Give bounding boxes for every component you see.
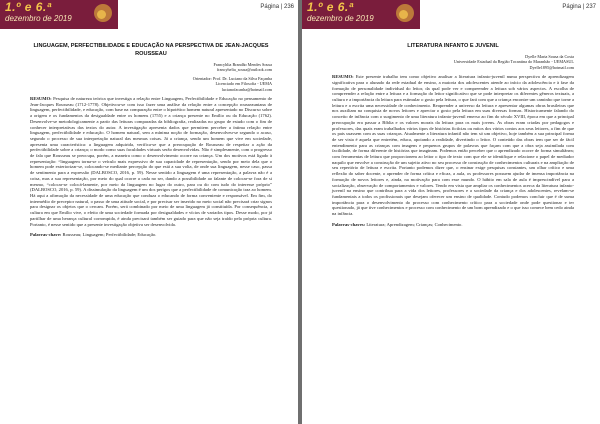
banner-ornament-dot-icon: [97, 10, 106, 19]
document-page-right: [302, 0, 600, 424]
page-content: [332, 42, 574, 228]
abstract-text: Pesquisa de natureza teórica que investiga a relação entre Linguagem, Perfectibilidade e Educação no pensamento de Jean-Jacques Rousseau (1712-1778). Objetivou-se com isso fazer uma análise da relação entre a concepção rousseauniana de linguagem, perfectibilidade, e educação, com base na comparação entre o hipotético homem natural apresentado no Discurso sobre a origem e os fundamentos da desigualdade entre os homens (1755) e a criança presente no Emílio ou da Educação (1762). Desenvolve-se metodologicamente a partir das leituras comparadas da bibliografia, realizadas no grupo de estudo com o fim de conhecer interpretativas das textos do autor. A investigação apresenta dados que permitem perceber a íntima relação entre linguagem, perfectibilidade e educação. O homem natural, sem a mínima noção de formação, desenvolveu-se segundo o acaso, segundo o processo de sua interpretação natural das mesmas coisas. Já a criança, sendo um homem que vive em sociedade, apresenta uma característica: a linguagem adquirida, verifica-se que a preocupação de Rousseau de respeitar a ação da perfectibilidade sobre a criança; o modo como suas faculdades virtuais serão desenvolvidas. Não é simplesmente, com o progresso de fala que Rousseau se preocupa, porém, a maneira como o desenvolvimento ocorre na criança. Um dos motivos está ligado à representação: “linguagem torna-se o veículo mais expressivo de sua capacidade de representação, sendo por meio dela que o homem pode exteriorizar-se, colocando-se mediante percepção do que está a sua volta, de onde sua linguagem, nesse caso, passa de sentimento para a expressão (DALBOSCO, 2016, p. 59). Nesse sentido a linguagem é uma representação, a palavra não é a coisa, mas a sua representação, por meio do qual ocorre a cada no ser, dando a possibilidade ao falante de colocar-se fora de si mesmo, “colocar-se colocá-lamente, por meio da linguagem no lugar do outro, para ou do com tudo do interesse próprio” (DALBOSCO, 2016, p. 59). A dissimulação da linguagem é um dos perigos que a perfectibilidade de comunicação traz ao homem. Há aqui a afirmação da necessidade de uma educação que conduza o educando de forma conveniente e responsável. Em fim, do intermédio de preceptor natural, o passo de uma atitude social, e por precisar ser inserido no meio social não precisará criar signos para designar os objetos que o cercam. Porém, será combinado por meio de uma linguagem já constituída. Por consequência, a cultura em que Emílio vive, o efeito de uma sociedade formada por desigualdades e vícios de variados tipos. Desse modo, por já partilhar de uma herança cultural corrompida, é ainda precisará também ser guiado para que não seja traído pela própria cultura. Portanto, é nesse sentido que a presente investigação objetiva ser desenvolvida.: [30, 96, 272, 227]
page-number: Página | 237: [562, 4, 596, 10]
event-banner: [302, 0, 420, 29]
advisor-email: lucianofacanha@hotmail.com: [221, 86, 272, 92]
abstract-label: RESUMO:: [30, 96, 52, 102]
keywords: [30, 232, 272, 238]
author-email: Dyelle1895@hotmail.com: [529, 64, 574, 70]
page-number: Página | 236: [260, 4, 294, 10]
banner-ornament-dot-icon: [399, 10, 408, 19]
keywords-text: Literatura; Aprendizagem; Crianças; Conhecimento.: [366, 221, 463, 227]
banner-date-range: 1.º e 6.ª: [307, 0, 354, 14]
event-banner: [0, 0, 118, 29]
author-name: Francyhlia Brandão Mendes Sousa: [213, 62, 272, 67]
paper-title: LITERATURA INFANTO E JUVENIL: [407, 43, 499, 49]
author-block: [30, 62, 272, 92]
abstract-label: RESUMO:: [332, 74, 354, 80]
keywords-label: Palavras-chave:: [30, 232, 62, 238]
document-page-left: [0, 0, 298, 424]
abstract: [30, 96, 272, 227]
page-header: [302, 0, 600, 30]
page-header: [0, 0, 298, 30]
advisor-affiliation: Licenciado em Filosofia - UEMA: [215, 81, 272, 87]
keywords: [332, 222, 574, 228]
abstract: [332, 74, 574, 217]
paper-title: LINGUAGEM, PERFECTIBILIDADE E EDUCAÇÃO NA PERSPECTIVA DE JEAN-JACQUES ROUSSEAU: [33, 43, 269, 57]
author-block: [332, 54, 574, 70]
advisor-name: Orientador: Prof. Dr. Luciano da Silva Façanha: [192, 75, 272, 81]
author-email: francyhelia_sousa@outlook.com: [216, 67, 272, 73]
keywords-text: Rousseau; Linguagem; Perfectibilidade; Educação.: [62, 232, 157, 238]
author-name: Dyelle Maria Sousa da Costa: [525, 54, 574, 59]
banner-subtitle: dezembro de 2019: [5, 14, 72, 23]
keywords-label: Palavras-chaves:: [332, 221, 366, 227]
author-affiliation: Universidade Estadual da Região Tocantina do Maranhão - UEMASUL: [453, 59, 574, 65]
banner-subtitle: dezembro de 2019: [307, 14, 374, 23]
page-content: [30, 42, 272, 238]
banner-date-range: 1.º e 6.ª: [5, 0, 52, 14]
abstract-text: Este presente trabalho tem como objetivo analisar a literatura infanto-juvenil numa perspectiva de aprendizagem significativa para o alunado da rede estadual de ensino, a maioria dos adolescentes atende ao início da adolescência e à fase da formação de personalidade individual do leitor, da qual pode ver e compreender a leitura sob vários aspectos. A escolha de compreender a relação entre a leitura e a formação do leitor significativo que se pode interpretar os diferentes gêneros textuais, a cultura e a importância da leitura para estimular o gosto pela leitura, o que fará com que a criança encontre um caminho que torne a leitura e a escrita uma necessidade de conhecimento. Reaprender a universo da leitura e apresentar algumas obras brasileiras que nos auxiliam na conquista de novos leitores e apreciar o gosto pela leitura em suas diversas formas. Historicamente falando do conceito de infância com o surgimento de uma literatura infanto-juvenil emerso ao fim do século XVIII, época em que a principal preocupação era passar a Bíblia e os valores morais da leitura para os mais jovens. As obras eram criadas por pedagogos e professores, das quais eram trabalhados vários tipos de histórias fictícias ou mitos dos vários contos aos seus leitores, a fim de que os pais usassem com as suas crianças. Atualmente a literatura infantil não tem só um objetivo, hoje também a sua principal forma de ser vista é aquela que entretém, educa, apoiando a realidade, divertindo o leitor. O conteúdo das obras tem que ser de fácil entendimento para as crianças com imagens e pequenos grupos de palavras que façam com que a obra seja assimilada com facilidade, de forma diferente de histórias que imaginam. Podemos então perceber que o aprendizado ocorre de forma simultânea; com ferramentas de leitura que proporcionem ao leitor o tipo de texto com que ele se identifique e relacione o papel de mediador naquilo que envolve a construção de um sujeito ativo no seu processo de construção de conhecimentos culturais e na ampliação de seu repertório de leitura e escrita. Portanto podemos dizer que, o ensinar exige pesquisas constantes, um olhar crítico e uma reflexão do saber docente, o aprender de forma crítica e eficaz, a aula, os professores possuem ajudar de imensa importância na formação de novos leitores e, ainda, na motivação para com esse mundo. O hábito em sala de aula é imprescindível para a socialização, observação de comportamentos e valores. Tendo em vista que ampliar os conhecimentos acerca da literatura infanto-juvenil na ensino que contribua para a vida dos leitores, professores e a sociedade da criança e dos adolescentes, revelam-se fundamentais a todos os profissionais que desejam oferecer um ensino de qualidade. Contudo podemos concluir que é de suma importância para o desenvolvimento do processo com conhecimento crítico para a sociedade onde pode questionar e ter questionado, já que tive conhecimentos e processo com conhecimento de um bom aprendizado e o que isso comece bem cedo ainda na infância.: [332, 74, 575, 217]
